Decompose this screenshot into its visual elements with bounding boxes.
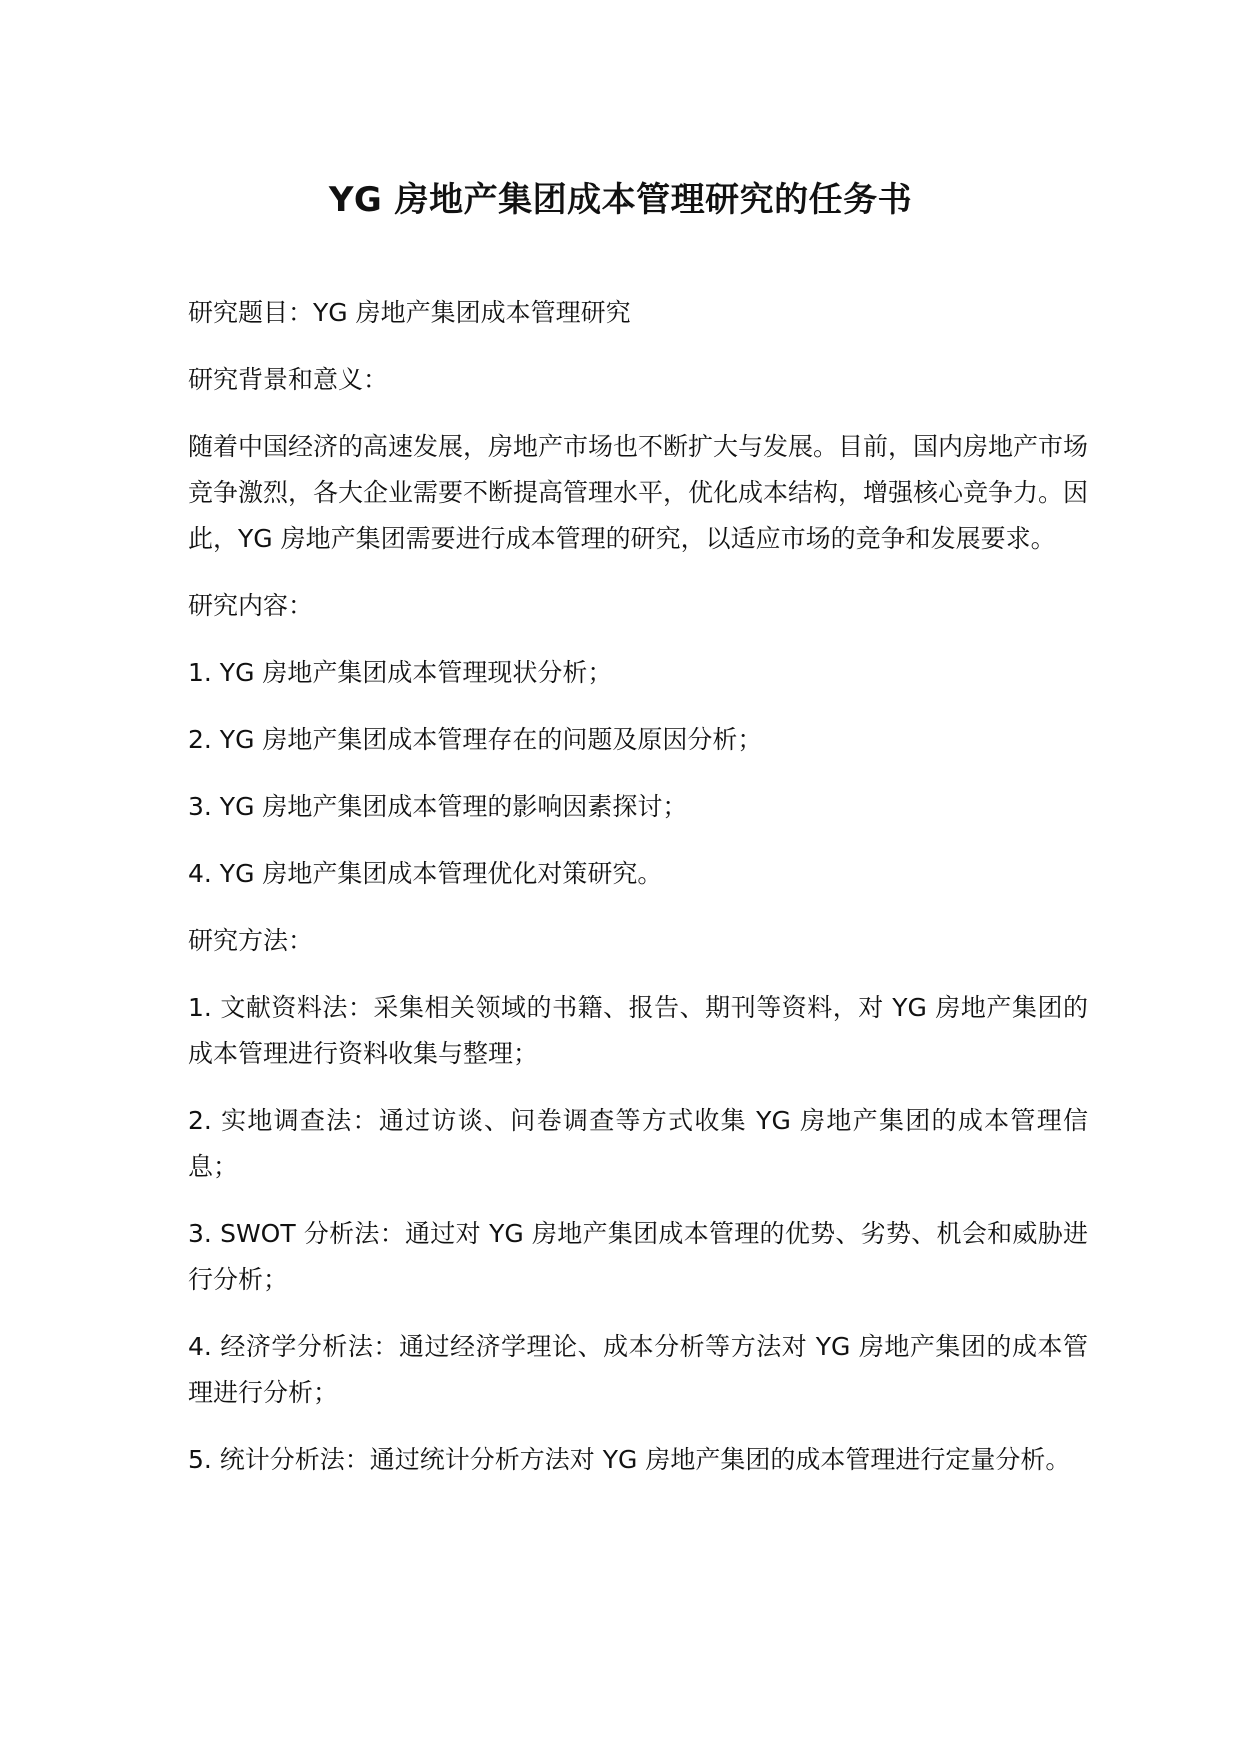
content-item: 3. YG 房地产集团成本管理的影响因素探讨； <box>188 792 688 821</box>
method-item: 1. 文献资料法：采集相关领域的书籍、报告、期刊等资料，对 YG 房地产集团的成本管理进行资料收集与整理； <box>188 993 1088 1068</box>
background-heading: 研究背景和意义： <box>188 365 389 394</box>
research-topic: 研究题目：YG 房地产集团成本管理研究 <box>188 298 631 327</box>
method-item: 3. SWOT 分析法：通过对 YG 房地产集团成本管理的优势、劣势、机会和威胁进行分析； <box>188 1219 1088 1294</box>
document-body <box>188 290 1088 1504</box>
content-item: 1. YG 房地产集团成本管理现状分析； <box>188 658 613 687</box>
content-item: 4. YG 房地产集团成本管理优化对策研究。 <box>188 859 663 888</box>
document-title: YG 房地产集团成本管理研究的任务书 <box>328 180 913 220</box>
content-item: 2. YG 房地产集团成本管理存在的问题及原因分析； <box>188 725 763 754</box>
method-item: 5. 统计分析法：通过统计分析方法对 YG 房地产集团的成本管理进行定量分析。 <box>188 1445 1071 1474</box>
method-item: 2. 实地调查法：通过访谈、问卷调查等方式收集 YG 房地产集团的成本管理信息； <box>188 1106 1088 1181</box>
background-paragraph: 随着中国经济的高速发展，房地产市场也不断扩大与发展。目前，国内房地产市场竞争激烈，各大企业需要不断提高管理水平，优化成本结构，增强核心竞争力。因此，YG 房地产集团需要进行成本管理的研究，以适应市场的竞争和发展要求。 <box>188 432 1089 553</box>
method-heading: 研究方法： <box>188 926 314 955</box>
content-heading: 研究内容： <box>188 591 314 620</box>
method-item: 4. 经济学分析法：通过经济学理论、成本分析等方法对 YG 房地产集团的成本管理进行分析； <box>188 1332 1088 1407</box>
